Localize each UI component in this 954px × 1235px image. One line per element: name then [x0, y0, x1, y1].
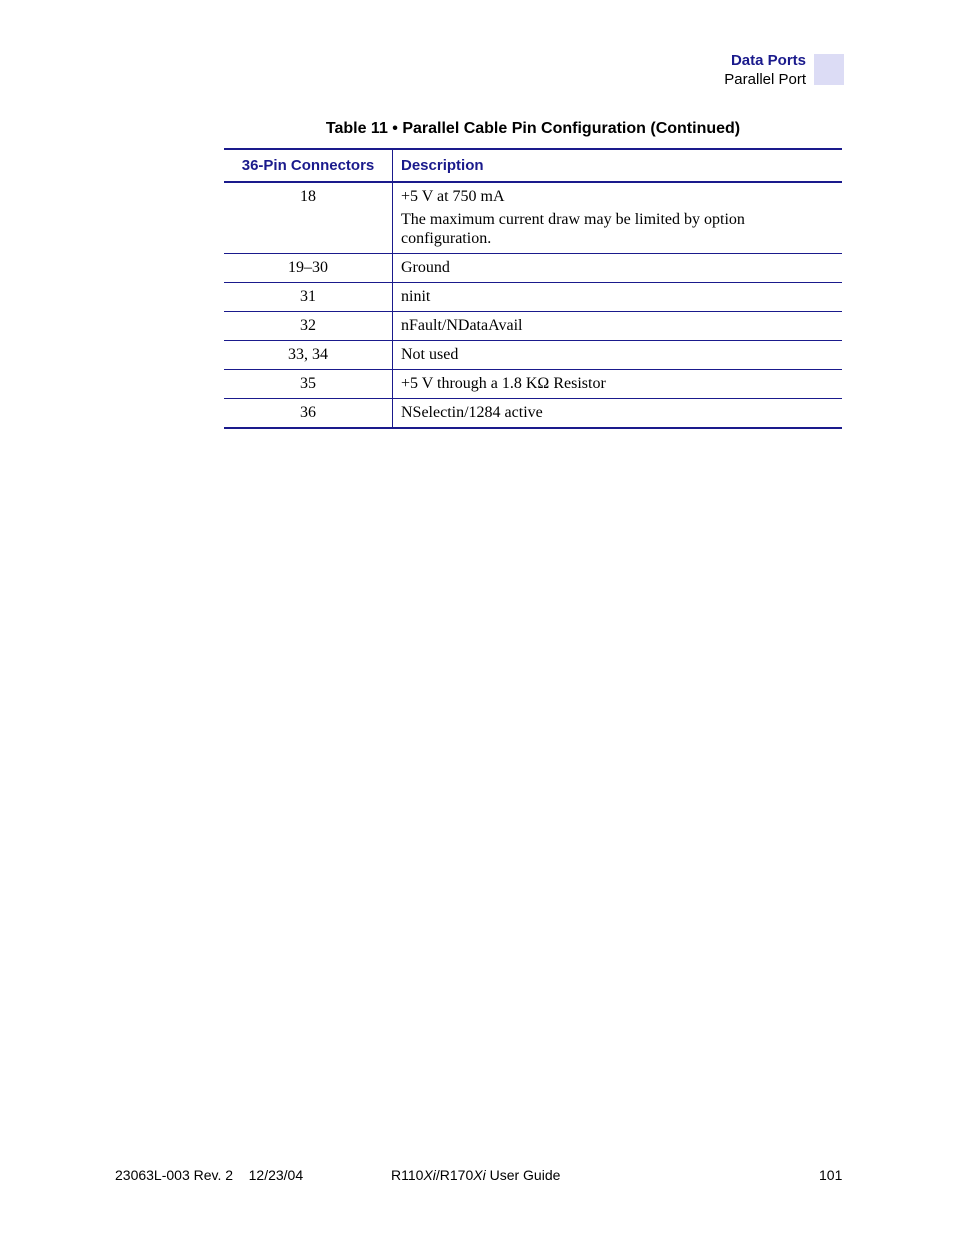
footer-doc-number: 23063L-003 Rev. 2: [115, 1167, 234, 1183]
header-thumb-tab: [814, 54, 844, 85]
footer-page-number: 101: [819, 1167, 843, 1183]
description-cell: ninit: [393, 283, 843, 312]
pin-cell: 35: [224, 370, 393, 399]
pin-cell: 19–30: [224, 254, 393, 283]
footer-guide-title: [391, 1166, 560, 1184]
footer-guide-part: R110: [391, 1167, 424, 1183]
footer-guide-part: User Guide: [485, 1167, 561, 1183]
description-cell: +5 V through a 1.8 KΩ Resistor: [393, 370, 843, 399]
footer-guide-part: /R170: [435, 1167, 474, 1183]
table-row: [224, 283, 842, 312]
column-header-description: Description: [393, 149, 843, 182]
column-header-pin: 36-Pin Connectors: [224, 149, 393, 182]
table-row: [224, 399, 842, 429]
description-cell: [393, 182, 843, 254]
pin-cell: 32: [224, 312, 393, 341]
table-row: [224, 182, 842, 254]
pin-cell: 31: [224, 283, 393, 312]
footer-date: 12/23/04: [248, 1167, 304, 1183]
footer-doc-info: [115, 1166, 303, 1184]
running-header: [724, 52, 806, 90]
footer-guide-italic: Xi: [473, 1167, 486, 1183]
table-header-row: [224, 149, 842, 182]
description-cell: nFault/NDataAvail: [393, 312, 843, 341]
table-row: [224, 370, 842, 399]
description-cell: NSelectin/1284 active: [393, 399, 843, 429]
pin-configuration-table: [224, 148, 842, 429]
description-text: +5 V at 750 mA: [401, 188, 505, 205]
description-cell: Ground: [393, 254, 843, 283]
header-subsection-title: Parallel Port: [724, 71, 806, 88]
pin-cell: 33, 34: [224, 341, 393, 370]
header-section-title: Data Ports: [730, 52, 806, 69]
table-row: [224, 341, 842, 370]
table-row: [224, 312, 842, 341]
description-note: The maximum current draw may be limited by option configuration.: [401, 211, 745, 247]
pin-cell: 36: [224, 399, 393, 429]
footer-guide-italic: Xi: [423, 1167, 436, 1183]
table-caption: Table 11 • Parallel Cable Pin Configuration (Continued): [325, 120, 741, 137]
description-cell: Not used: [393, 341, 843, 370]
pin-cell: 18: [224, 182, 393, 254]
table-row: [224, 254, 842, 283]
